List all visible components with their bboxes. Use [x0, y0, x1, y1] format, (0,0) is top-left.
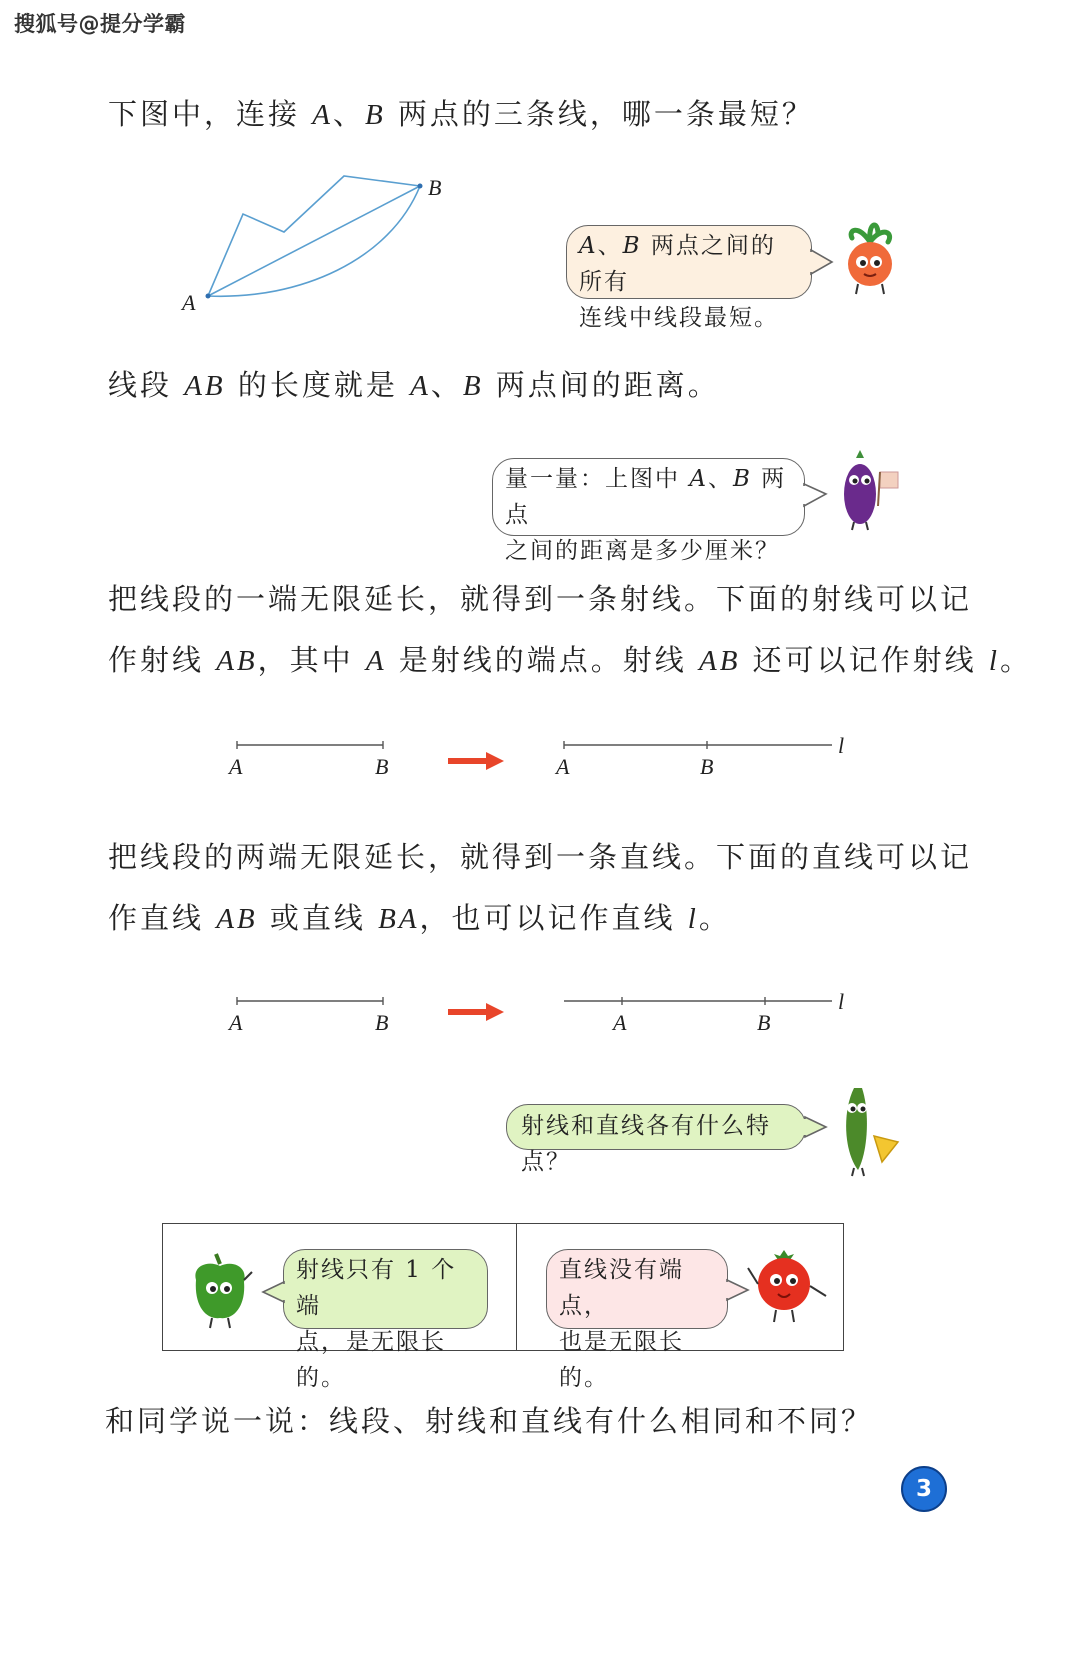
b2-line2: 之间的距离是多少厘米？ [505, 538, 780, 564]
b2-a: A [689, 466, 708, 492]
path-curve [208, 186, 420, 296]
ray-l2-ab2: AB [699, 645, 741, 677]
b1-line2: 连线中线段最短。 [579, 305, 779, 331]
speech-bubble-features: 射线和直线各有什么特点？ [506, 1104, 806, 1150]
page-number-badge: 3 [901, 1466, 947, 1512]
ray-l2-pre: 作射线 [108, 643, 217, 677]
line-paragraph [108, 827, 972, 950]
speech-bubble-measure [492, 458, 805, 564]
def1-ab: AB [184, 370, 226, 402]
def1-a: A [410, 370, 431, 402]
b1-b: B [622, 233, 642, 259]
line-l2-mid: 或直线 [257, 901, 379, 935]
b5-line2: 也是无限长的。 [559, 1329, 684, 1391]
b2-post: 两点 [505, 466, 787, 528]
b1-a: A [579, 233, 598, 259]
point-a-dot [206, 294, 211, 299]
def1-pre: 线段 [108, 368, 185, 402]
ray-l2-mid2: 是射线的端点。射线 [386, 643, 700, 677]
line-l2-ab: AB [216, 903, 258, 935]
line-l2-l: l [687, 903, 699, 935]
fig1-label-b: B [428, 175, 442, 200]
q1-text-post: 两点的三条线，哪一条最短？ [385, 97, 814, 131]
b5-line1: 直线没有端点， [559, 1257, 684, 1319]
ray-label-a: A [556, 754, 570, 779]
ray-line1: 把线段的一端无限延长，就得到一条射线。下面的射线可以记 [108, 582, 973, 616]
ray-paragraph [108, 569, 1032, 692]
distance-definition [108, 355, 720, 417]
arrow-icon-1 [448, 752, 504, 770]
ray-line2 [108, 630, 1032, 692]
line-label-b: B [757, 1010, 771, 1035]
turnip-character-icon [838, 220, 902, 296]
path-broken-line [208, 176, 420, 296]
fig1-label-a: A [182, 290, 196, 315]
ray-l2-mid3: 还可以记作射线 [740, 643, 989, 677]
speech-bubble-shortest [566, 225, 812, 331]
b4-line2: 点，是无限长的。 [296, 1329, 446, 1391]
point-b-dot [418, 184, 423, 189]
comparison-box [162, 1223, 844, 1351]
final-question: 和同学说一说：线段、射线和直线有什么相同和不同？ [105, 1404, 874, 1438]
def1-sep: 、 [430, 368, 463, 402]
pea-pod-character-icon [834, 1082, 900, 1178]
speech-bubble-ray-feature [283, 1249, 488, 1391]
line-label-a: A [613, 1010, 627, 1035]
ray-seg-label-a: A [229, 754, 243, 779]
ray-l2-end: 。 [999, 643, 1032, 677]
line-line1: 把线段的两端无限延长，就得到一条直线。下面的直线可以记 [108, 840, 973, 874]
b1-rest: 两点之间的所有 [579, 233, 776, 295]
line-label-l: l [838, 989, 845, 1014]
b2-sep: 、 [707, 466, 733, 492]
q1-text-pre: 下图中，连接 [108, 97, 313, 131]
b4-line1: 射线只有 1 个端 [296, 1257, 457, 1319]
q1-point-a: A [312, 99, 333, 131]
b1-sep: 、 [597, 233, 623, 259]
q1-sep: 、 [332, 97, 365, 131]
ray-l2-l: l [988, 645, 1000, 677]
ray-l2-a: A [365, 645, 387, 677]
question-1 [108, 84, 814, 146]
line-seg-label-b: B [375, 1010, 389, 1035]
arrow-icon-2 [448, 1003, 504, 1021]
eggplant-character-icon [832, 446, 904, 532]
watermark: 搜狐号@提分学霸 [14, 12, 186, 36]
b2-b: B [732, 466, 752, 492]
ray-l2-mid: ，其中 [257, 643, 366, 677]
line-line2 [108, 888, 972, 950]
pepper-character-icon [186, 1250, 256, 1330]
ray-label-b: B [700, 754, 714, 779]
ray-l2-ab: AB [216, 645, 258, 677]
b2-pre: 量一量：上图中 [505, 466, 690, 492]
def1-mid: 的长度就是 [225, 368, 411, 402]
q1-point-b: B [364, 99, 386, 131]
path-segment-ab [208, 186, 420, 296]
ray-label-l: l [838, 733, 845, 758]
def1-b: B [462, 370, 484, 402]
ray-seg-label-b: B [375, 754, 389, 779]
tomato-character-icon [744, 1246, 832, 1326]
line-l2-ba: BA [378, 903, 420, 935]
speech-bubble-line-feature [546, 1249, 728, 1391]
line-seg-label-a: A [229, 1010, 243, 1035]
def1-post: 两点间的距离。 [483, 368, 720, 402]
line-l2-end: 。 [698, 901, 731, 935]
comparison-divider [516, 1223, 517, 1351]
line-l2-mid2: ，也可以记作直线 [419, 901, 688, 935]
line-l2-pre: 作直线 [108, 901, 217, 935]
